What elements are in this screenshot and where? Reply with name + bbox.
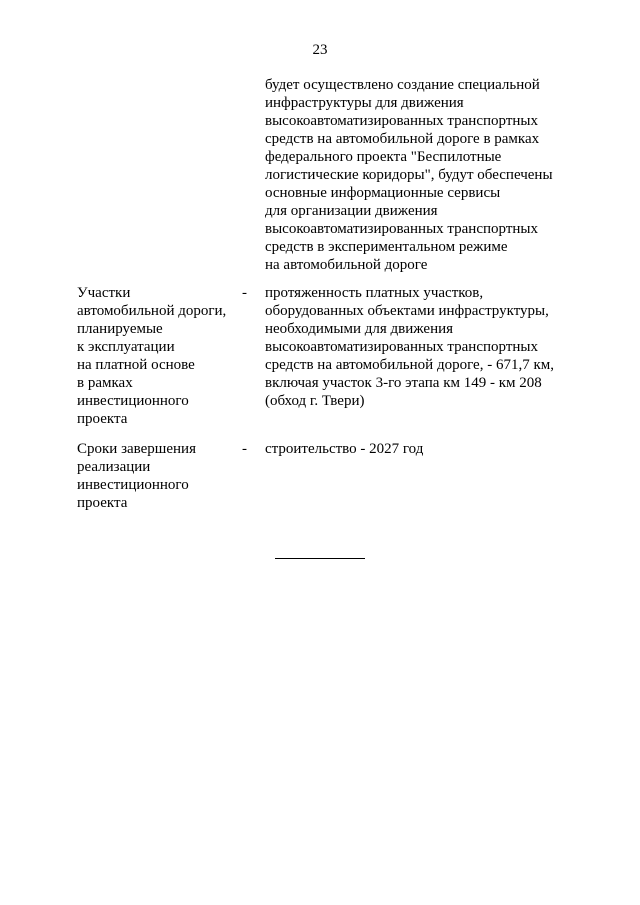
label-line: в рамках	[77, 375, 133, 391]
label-line: Участки	[77, 285, 131, 301]
text-line: инфраструктуры для движения	[265, 95, 464, 111]
text-line: будет осуществлено создание специальной	[265, 77, 540, 93]
row-dash: -	[242, 285, 247, 301]
text-line: федерального проекта "Беспилотные	[265, 149, 502, 165]
row-dash: -	[242, 441, 247, 457]
text-line: на автомобильной дороге	[265, 257, 428, 273]
value-line: протяженность платных участков,	[265, 285, 484, 301]
text-line: средств на автомобильной дороге в рамках	[265, 131, 540, 147]
label-line: инвестиционного	[77, 477, 189, 493]
label-line: реализации	[77, 459, 151, 475]
page-number: 23	[312, 42, 328, 58]
value-line: высокоавтоматизированных транспортных	[265, 339, 538, 355]
label-line: планируемые	[77, 321, 163, 337]
label-line: на платной основе	[77, 357, 195, 373]
value-line: средств на автомобильной дороге, - 671,7 км,	[265, 357, 554, 373]
continued-text-block	[265, 76, 605, 274]
text-line: для организации движения	[265, 203, 438, 219]
value-line: оборудованных объектами инфраструктуры,	[265, 303, 549, 319]
value-line: строительство - 2027 год	[265, 441, 424, 457]
document-end-rule	[275, 558, 365, 559]
text-line: высокоавтоматизированных транспортных	[265, 221, 538, 237]
value-line: включая участок 3-го этапа км 149 - км 208	[265, 375, 542, 391]
label-line: инвестиционного	[77, 393, 189, 409]
row-label	[77, 440, 247, 512]
label-line: автомобильной дороги,	[77, 303, 227, 319]
value-line: (обход г. Твери)	[265, 393, 365, 409]
row-value	[265, 440, 605, 458]
label-line: проекта	[77, 495, 128, 511]
label-line: проекта	[77, 411, 128, 427]
row-label	[77, 284, 247, 428]
text-line: основные информационные сервисы	[265, 185, 501, 201]
text-line: логистические коридоры", будут обеспечены	[265, 167, 553, 183]
text-line: высокоавтоматизированных транспортных	[265, 113, 538, 129]
text-line: средств в экспериментальном режиме	[265, 239, 508, 255]
label-line: Сроки завершения	[77, 441, 196, 457]
row-value	[265, 284, 605, 410]
value-line: необходимыми для движения	[265, 321, 454, 337]
label-line: к эксплуатации	[77, 339, 175, 355]
